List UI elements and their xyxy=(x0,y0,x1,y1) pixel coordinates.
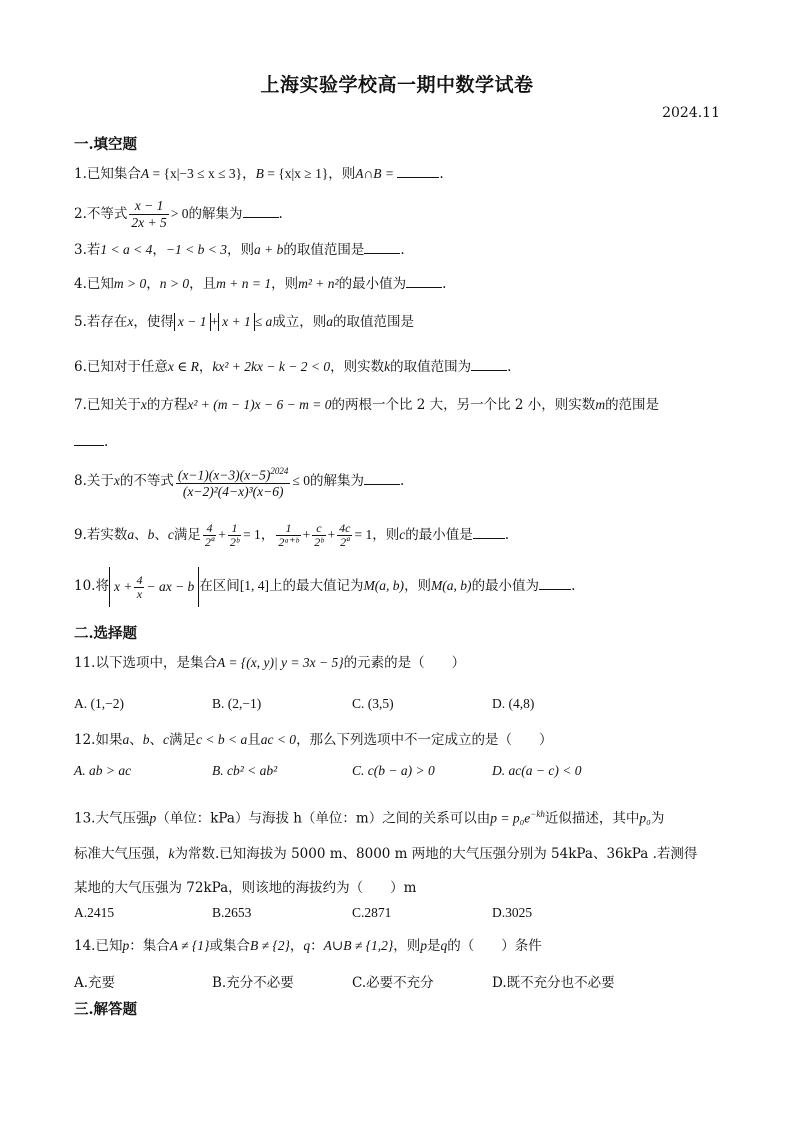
question-11: 11.以下选项中，是集合A = {(x, y)| y = 3x − 5}的元素的是（ ） xyxy=(74,655,466,671)
option-b[interactable]: B.充分不必要 xyxy=(212,975,294,991)
page-title: 上海实验学校高一期中数学试卷 xyxy=(260,74,534,96)
option-d[interactable]: D. ac(a − c) < 0 xyxy=(492,763,582,778)
answer-blank[interactable] xyxy=(539,577,571,590)
answer-blank[interactable] xyxy=(364,241,400,254)
option-c[interactable]: C.必要不充分 xyxy=(352,975,434,991)
question-13: 13.大气压强p（单位：kPa）与海拔 h（单位：m）之间的关系可以由$p = p_0e^{-kh}$近似描述，其中p₀为 xyxy=(74,809,665,827)
answer-blank[interactable] xyxy=(364,472,400,485)
option-a[interactable]: A.充要 xyxy=(74,975,116,991)
option-d[interactable]: D.既不充分也不必要 xyxy=(492,975,615,991)
option-c[interactable]: C. c(b − a) > 0 xyxy=(352,763,435,778)
question-9: 9.若实数a、b、c满足 $\frac{4}{\text{2ª}}$ + $\frac{1}{\text{2ᵇ}}$ = 1， $\frac{1}{\text{2ᵃ⁺ᵇ}}$ + $\frac{c}{\text{2ᵇ}}$ + $\frac{4c}{\text{2ª}}$ = 1，则c的最小值是 . xyxy=(74,521,510,549)
option-b[interactable]: B. cb² < ab² xyxy=(212,763,278,778)
question-2: 2.不等式 $\frac{x - 1}{2x + 5}$ > 0的解集为 . xyxy=(74,198,283,230)
option-a[interactable]: A. (1,−2) xyxy=(74,696,124,711)
question-3: 3.若1 < a < 4，−1 < b < 3，则a + b的取值范围是 . xyxy=(74,242,405,258)
exam-date: 2024.11 xyxy=(662,105,720,121)
option-d[interactable]: D.3025 xyxy=(492,905,533,920)
question-13-line-2: 标准大气压强，k为常数.已知海拔为 5000 m、8000 m 两地的大气压强分别为 54kPa、36kPa .若测得 xyxy=(74,846,698,862)
question-7-blank-line: . xyxy=(74,433,724,451)
answer-blank[interactable] xyxy=(471,358,507,371)
answer-blank[interactable] xyxy=(397,165,439,178)
question-13-line-3: 某地的大气压强为 72kPa，则该地的海拔约为（ ）m xyxy=(74,880,417,896)
section-fill-in: 一.填空题 xyxy=(74,136,138,153)
question-14: 14.已知p：集合A ≠ {1}或集合B ≠ {2}，q：A∪B ≠ {1,2}，则p是q的（ ）条件 xyxy=(74,938,542,954)
answer-blank[interactable] xyxy=(243,205,279,218)
option-a[interactable]: A.2415 xyxy=(74,905,115,920)
option-b[interactable]: B.2653 xyxy=(212,905,252,920)
abs-expression: x + $\frac{4}{x}$ − ax − b xyxy=(109,567,199,607)
question-10: 10.将 x + $\frac{4}{x}$ − ax − b 在区间[1, 4]上的最大值记为M(a, b)，则M(a, b)的最小值为 . xyxy=(74,566,724,607)
answer-blank[interactable] xyxy=(406,275,442,288)
option-c[interactable]: C.2871 xyxy=(352,905,392,920)
answer-blank[interactable] xyxy=(74,433,104,446)
answer-blank[interactable] xyxy=(473,526,505,539)
option-b[interactable]: B. (2,−1) xyxy=(212,696,262,711)
option-d[interactable]: D. (4,8) xyxy=(492,696,535,711)
question-1: 1.已知集合A = {x|−3 ≤ x ≤ 3}，B = {x|x ≥ 1}，则A∩B = . xyxy=(74,166,444,182)
option-a[interactable]: A. ab > ac xyxy=(74,763,132,778)
question-5: 5.若存在x，使得 x − 1 + x + 1 ≤ a成立，则a的取值范围是 xyxy=(74,314,415,330)
question-8: 8.关于x的不等式 $\frac{(x-1)(x-3)(x-5)^{2024}}{\text{(x−2)²(4−x)³(x−6)}}$ ≤ 0的解集为 . xyxy=(74,460,724,502)
question-7: 7.已知关于x的方程x² + (m − 1)x − 6 − m = 0的两根一个比 2 大，另一个比 2 小，则实数m的范围是 xyxy=(74,397,660,413)
fraction: $\frac{(x-1)(x-3)(x-5)^{2024}}{\text{(x−2)²(4−x)³(x−6)}}$ xyxy=(176,463,291,501)
question-12: 12.如果a、b、c满足c < b < a且ac < 0，那么下列选项中不一定成立的是（ ） xyxy=(74,732,553,748)
section-answer: 三.解答题 xyxy=(74,1001,138,1018)
question-6: 6.已知对于任意x ∈ R，kx² + 2kx − k − 2 < 0，则实数k的取值范围为 . xyxy=(74,359,512,375)
section-choice: 二.选择题 xyxy=(74,625,138,642)
option-c[interactable]: C. (3,5) xyxy=(352,696,394,711)
fraction: $\frac{x - 1}{2x + 5}$ xyxy=(131,198,167,230)
question-4: 4.已知m > 0，n > 0，且m + n = 1，则m² + n²的最小值为 . xyxy=(74,276,447,292)
